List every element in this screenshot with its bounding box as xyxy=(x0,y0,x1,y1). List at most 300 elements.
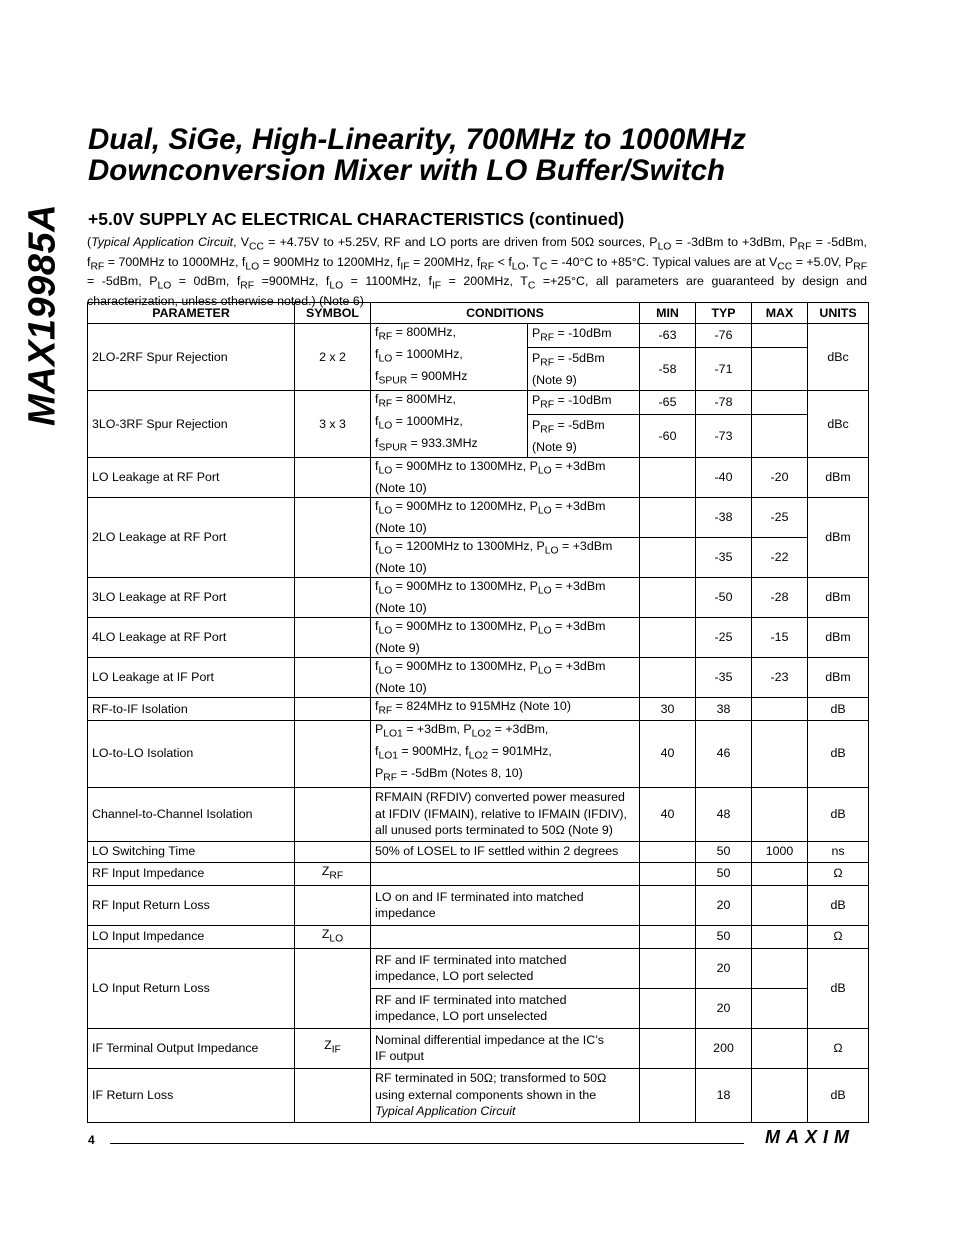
symbol-cell xyxy=(295,577,371,617)
symbol-subscript: RF xyxy=(329,870,344,882)
table-row xyxy=(88,948,869,988)
units-cell: dBm xyxy=(808,617,869,657)
intro-subscript: RF xyxy=(853,261,868,273)
units-cell: Ω xyxy=(808,1028,869,1068)
title-line-1: Dual, SiGe, High-Linearity, 700MHz to 1000MHz xyxy=(88,123,746,156)
cond-text: = +3dBm, P xyxy=(402,721,472,736)
param-cell: Channel-to-Channel Isolation xyxy=(88,787,295,841)
units-cell: dBm xyxy=(808,657,869,697)
cond-text: f xyxy=(375,413,379,428)
intro-subscript: RF xyxy=(90,261,105,273)
intro-text: = -40°C to +85°C. Typical values are at V xyxy=(547,254,778,269)
cond-subscript: LO2 xyxy=(471,728,492,740)
typ-cell: 50 xyxy=(696,925,752,948)
intro-text: = 700MHz to 1000MHz, f xyxy=(104,254,246,269)
cond-text: f xyxy=(375,459,379,474)
header-min: MIN xyxy=(640,303,696,324)
cond-text: at IFDIV (IFMAIN), relative to IFMAIN (IFDIV), xyxy=(375,806,627,821)
param-cell: 3LO Leakage at RF Port xyxy=(88,577,295,617)
max-cell: 1000 xyxy=(752,841,808,862)
sidebar-part-number-text: MAX19985A xyxy=(21,203,64,427)
conditions-cell xyxy=(371,885,640,925)
cond-text: = +3dBm xyxy=(551,579,606,594)
cond-text: = 800MHz, xyxy=(392,391,456,406)
max-cell: -22 xyxy=(752,537,808,577)
min-cell: 40 xyxy=(640,787,696,841)
symbol-cell xyxy=(295,1028,371,1068)
symbol-cell xyxy=(295,457,371,497)
max-cell xyxy=(752,697,808,720)
conditions-cell xyxy=(371,862,640,885)
max-cell: -25 xyxy=(752,497,808,537)
param-cell: 3LO-3RF Spur Rejection xyxy=(88,390,295,457)
min-cell xyxy=(640,617,696,657)
cond-text: LO on and IF terminated into matched xyxy=(375,889,584,904)
max-cell: -23 xyxy=(752,657,808,697)
symbol-text: Z xyxy=(321,926,330,941)
title-line-2: Downconversion Mixer with LO Buffer/Switch xyxy=(88,154,726,187)
units-cell: dBc xyxy=(808,324,869,391)
conditions-cell xyxy=(371,948,640,988)
cond-text: IF output xyxy=(375,1049,424,1064)
min-cell xyxy=(640,657,696,697)
typ-cell: -40 xyxy=(696,457,752,497)
intro-subscript: IF xyxy=(400,261,410,273)
maxim-logo-text: MAXIM xyxy=(765,1127,855,1147)
table-row xyxy=(88,577,869,617)
intro-text: = -5dBm, P xyxy=(87,274,158,289)
symbol-cell xyxy=(295,497,371,577)
cond-text: f xyxy=(375,325,379,339)
table-row xyxy=(88,787,869,841)
param-cell: 2LO Leakage at RF Port xyxy=(88,497,295,577)
cond-text: = +3dBm xyxy=(551,499,606,514)
cond-subscript: LO xyxy=(378,505,393,517)
symbol-cell xyxy=(295,885,371,925)
param-cell: RF Input Impedance xyxy=(88,862,295,885)
intro-text: = +4.75V to +5.25V, RF and LO ports are driven from 50Ω sources, P xyxy=(263,235,658,249)
cond-text: f xyxy=(375,391,379,406)
header-symbol: SYMBOL xyxy=(295,303,371,324)
max-cell xyxy=(752,415,808,458)
cond-text: P xyxy=(532,325,541,340)
cond-subscript: LO xyxy=(537,465,552,477)
symbol-cell xyxy=(295,948,371,1028)
cond-subscript: RF xyxy=(540,424,555,436)
intro-text: = 1100MHz, f xyxy=(343,274,432,289)
sidebar-part-number xyxy=(18,203,68,427)
cond-text: = -10dBm xyxy=(554,325,612,340)
min-cell xyxy=(640,948,696,988)
cond-text: using external components shown in the xyxy=(375,1087,597,1102)
cond-subscript: LO xyxy=(544,545,559,557)
typ-cell: 20 xyxy=(696,948,752,988)
table-row xyxy=(88,862,869,885)
cond-text: RFMAIN (RFDIV) converted power measured xyxy=(375,790,625,805)
cond-text: = 1200MHz to 1300MHz, P xyxy=(392,539,545,554)
cond-subscript: LO xyxy=(537,505,552,517)
ac-characteristics-table xyxy=(87,302,869,1123)
param-cell: LO Input Return Loss xyxy=(88,948,295,1028)
table-row xyxy=(88,617,869,657)
units-cell: dB xyxy=(808,885,869,925)
symbol-cell xyxy=(295,925,371,948)
cond-subscript: LO xyxy=(378,420,393,432)
cond-text: (Note 10) xyxy=(375,681,427,696)
param-cell: LO Leakage at RF Port xyxy=(88,457,295,497)
intro-text: = +5.0V, P xyxy=(792,254,854,269)
min-cell xyxy=(640,841,696,862)
conditions-paragraph xyxy=(87,235,867,309)
conditions-cell xyxy=(371,697,640,720)
cond-text: f xyxy=(375,346,379,361)
cond-text: = 900MHz to 1300MHz, P xyxy=(392,579,538,594)
cond-subscript: RF xyxy=(378,398,393,410)
table-row xyxy=(88,925,869,948)
cond-text: (Note 10) xyxy=(375,521,427,536)
cond-text: = +3dBm xyxy=(551,659,606,674)
conditions-cell xyxy=(371,324,528,391)
cond-text: f xyxy=(375,499,379,514)
typ-cell: 20 xyxy=(696,988,752,1028)
subcondition-cell xyxy=(528,390,640,414)
max-cell xyxy=(752,862,808,885)
intro-text: ( xyxy=(87,235,92,249)
intro-text: =+25°C, all parameters are guaranteed by design and characterization, unless otherwise noted.) (Note 6) xyxy=(87,274,867,309)
max-cell xyxy=(752,988,808,1028)
cond-text: RF and IF terminated into matched xyxy=(375,992,567,1007)
cond-text: RF terminated in 50Ω; transformed to 50Ω xyxy=(375,1071,607,1086)
typ-cell: -78 xyxy=(696,390,752,414)
subcondition-cell xyxy=(528,415,640,458)
cond-text: = +3dBm, xyxy=(491,721,549,736)
cond-text: = 900MHz to 1200MHz, P xyxy=(392,499,538,514)
cond-text: P xyxy=(375,765,384,780)
cond-subscript: LO xyxy=(378,665,393,677)
cond-subscript: LO xyxy=(378,353,393,365)
min-cell: -58 xyxy=(640,348,696,391)
header-max: MAX xyxy=(752,303,808,324)
intro-text: = -3dBm to +3dBm, P xyxy=(671,235,798,249)
cond-subscript: LO xyxy=(537,585,552,597)
table-row xyxy=(88,1028,869,1068)
cond-text: (Note 9) xyxy=(375,641,420,656)
intro-subscript: LO xyxy=(245,261,260,273)
footer-rule xyxy=(110,1143,744,1144)
typ-cell: -71 xyxy=(696,348,752,391)
symbol-cell xyxy=(295,720,371,787)
param-cell: 4LO Leakage at RF Port xyxy=(88,617,295,657)
cond-text: f xyxy=(375,743,379,758)
min-cell xyxy=(640,862,696,885)
cond-subscript: LO xyxy=(537,665,552,677)
typ-cell: -35 xyxy=(696,537,752,577)
intro-subscript: LO xyxy=(329,280,344,292)
typ-cell: -50 xyxy=(696,577,752,617)
min-cell xyxy=(640,1068,696,1122)
table-row xyxy=(88,1068,869,1122)
units-cell: dB xyxy=(808,787,869,841)
cond-text: (Note 9) xyxy=(532,372,577,387)
cond-text: impedance, LO port unselected xyxy=(375,1009,548,1024)
max-cell: -28 xyxy=(752,577,808,617)
cond-text: = 933.3MHz xyxy=(407,435,478,450)
header-conditions: CONDITIONS xyxy=(371,303,640,324)
table-row xyxy=(88,497,869,537)
conditions-cell xyxy=(371,390,528,457)
min-cell: -63 xyxy=(640,324,696,348)
typ-cell: 20 xyxy=(696,885,752,925)
cond-text: P xyxy=(375,721,384,736)
cond-subscript: LO2 xyxy=(468,750,489,762)
cond-subscript: RF xyxy=(378,331,393,343)
intro-subscript: RF xyxy=(240,280,255,292)
conditions-cell xyxy=(371,1068,640,1122)
cond-text: P xyxy=(532,392,541,407)
param-cell: LO Leakage at IF Port xyxy=(88,657,295,697)
cond-text: = +3dBm xyxy=(551,619,606,634)
units-cell: dBm xyxy=(808,577,869,617)
max-cell xyxy=(752,1028,808,1068)
param-cell: IF Terminal Output Impedance xyxy=(88,1028,295,1068)
cond-text: = +3dBm xyxy=(558,539,613,554)
intro-text: < f xyxy=(494,254,512,269)
typ-cell: 46 xyxy=(696,720,752,787)
units-cell: dBm xyxy=(808,497,869,577)
header-typ: TYP xyxy=(696,303,752,324)
min-cell xyxy=(640,988,696,1028)
cond-subscript: LO xyxy=(378,545,393,557)
cond-text: = 1000MHz, xyxy=(392,413,463,428)
conditions-cell xyxy=(371,577,640,617)
conditions-cell xyxy=(371,657,640,697)
table-row xyxy=(88,457,869,497)
cond-subscript: RF xyxy=(540,399,555,411)
table-row xyxy=(88,697,869,720)
page-number: 4 xyxy=(88,1133,95,1147)
conditions-cell xyxy=(371,925,640,948)
cond-subscript: LO xyxy=(537,625,552,637)
units-cell: dBc xyxy=(808,390,869,457)
conditions-cell xyxy=(371,720,640,787)
typ-cell: 50 xyxy=(696,841,752,862)
table-row xyxy=(88,885,869,925)
min-cell xyxy=(640,925,696,948)
typ-cell: -38 xyxy=(696,497,752,537)
intro-text: = 200MHz, T xyxy=(441,274,528,289)
cond-text: = 900MHz, f xyxy=(397,743,469,758)
cond-subscript: RF xyxy=(540,357,555,369)
cond-text: impedance, LO port selected xyxy=(375,969,534,984)
units-cell: dB xyxy=(808,720,869,787)
section-heading: +5.0V SUPPLY AC ELECTRICAL CHARACTERISTICS (continued) xyxy=(88,209,625,229)
param-cell: RF Input Return Loss xyxy=(88,885,295,925)
table-row xyxy=(88,841,869,862)
min-cell: -65 xyxy=(640,390,696,414)
cond-text: (Note 10) xyxy=(375,481,427,496)
units-cell: Ω xyxy=(808,862,869,885)
cond-subscript: LO xyxy=(378,465,393,477)
max-cell xyxy=(752,885,808,925)
intro-text: = 900MHz to 1200MHz, f xyxy=(259,254,401,269)
typ-cell: -76 xyxy=(696,324,752,348)
cond-text: f xyxy=(375,619,379,634)
cond-subscript: SPUR xyxy=(378,442,408,454)
cond-text: f xyxy=(375,698,379,713)
intro-subscript: C xyxy=(539,261,548,273)
cond-text: P xyxy=(532,417,541,432)
conditions-cell xyxy=(371,1028,640,1068)
intro-subscript: CC xyxy=(777,261,793,273)
max-cell: -20 xyxy=(752,457,808,497)
conditions-cell xyxy=(371,787,640,841)
cond-text: = -5dBm xyxy=(554,417,605,432)
conditions-cell xyxy=(371,537,640,577)
typ-cell: 48 xyxy=(696,787,752,841)
cond-text: RF and IF terminated into matched xyxy=(375,952,567,967)
subcondition-cell xyxy=(528,348,640,391)
cond-text: f xyxy=(375,368,379,383)
min-cell: 30 xyxy=(640,697,696,720)
cond-text: Nominal differential impedance at the IC’s xyxy=(375,1032,604,1047)
cond-text: f xyxy=(375,539,379,554)
cond-subscript: LO1 xyxy=(383,728,403,740)
max-cell xyxy=(752,787,808,841)
cond-text: (Note 9) xyxy=(532,439,577,454)
table-row xyxy=(88,657,869,697)
typ-cell: 200 xyxy=(696,1028,752,1068)
intro-subscript: RF xyxy=(480,261,495,273)
page-title xyxy=(88,124,888,186)
conditions-cell xyxy=(371,988,640,1028)
conditions-cell xyxy=(371,457,640,497)
min-cell xyxy=(640,1028,696,1068)
conditions-cell xyxy=(371,497,640,537)
intro-text: = 200MHz, f xyxy=(409,254,481,269)
cond-subscript: LO1 xyxy=(378,750,398,762)
units-cell: dB xyxy=(808,948,869,1028)
cond-text: = 900MHz xyxy=(407,368,468,383)
cond-subscript: LO xyxy=(378,585,393,597)
min-cell xyxy=(640,457,696,497)
units-cell: ns xyxy=(808,841,869,862)
max-cell xyxy=(752,948,808,988)
min-cell xyxy=(640,497,696,537)
symbol-cell xyxy=(295,1068,371,1122)
symbol-subscript: LO xyxy=(329,933,344,945)
cond-text: = 900MHz to 1300MHz, P xyxy=(392,459,538,474)
intro-subscript: LO xyxy=(511,261,526,273)
max-cell xyxy=(752,720,808,787)
cond-text-italic: Typical Application Circuit xyxy=(375,1104,516,1119)
intro-text: = -5dBm, f xyxy=(87,235,868,269)
param-cell: IF Return Loss xyxy=(88,1068,295,1122)
max-cell xyxy=(752,925,808,948)
max-cell xyxy=(752,390,808,414)
cond-text: f xyxy=(375,579,379,594)
cond-text: = -5dBm xyxy=(554,350,605,365)
cond-subscript: LO xyxy=(378,625,393,637)
min-cell: 40 xyxy=(640,720,696,787)
typ-cell: 18 xyxy=(696,1068,752,1122)
symbol-cell: 2 x 2 xyxy=(295,324,371,391)
typ-cell: -73 xyxy=(696,415,752,458)
cond-text: (Note 10) xyxy=(375,601,427,616)
units-cell: dBm xyxy=(808,457,869,497)
cond-subscript: SPUR xyxy=(378,375,408,387)
intro-subscript: LO xyxy=(157,280,172,292)
cond-text: (Note 10) xyxy=(375,561,427,576)
cond-text: f xyxy=(375,435,379,450)
intro-text: =900MHz, f xyxy=(254,274,330,289)
cond-text: = -10dBm xyxy=(554,392,612,407)
intro-text: , T xyxy=(525,254,540,269)
cond-text: = 900MHz to 1300MHz, P xyxy=(392,619,538,634)
typ-cell: -25 xyxy=(696,617,752,657)
min-cell: -60 xyxy=(640,415,696,458)
intro-subscript: LO xyxy=(657,241,672,253)
max-cell xyxy=(752,1068,808,1122)
min-cell xyxy=(640,537,696,577)
cond-text: f xyxy=(375,659,379,674)
symbol-cell xyxy=(295,697,371,720)
table-header-row xyxy=(88,303,869,324)
header-units: UNITS xyxy=(808,303,869,324)
intro-text-italic: Typical Application Circuit xyxy=(91,235,234,249)
param-cell: RF-to-IF Isolation xyxy=(88,697,295,720)
param-cell: LO Input Impedance xyxy=(88,925,295,948)
param-cell: LO-to-LO Isolation xyxy=(88,720,295,787)
conditions-cell: 50% of LOSEL to IF settled within 2 degrees xyxy=(371,841,640,862)
symbol-cell xyxy=(295,657,371,697)
symbol-cell xyxy=(295,787,371,841)
max-cell xyxy=(752,348,808,391)
cond-subscript: RF xyxy=(540,332,555,344)
intro-text: = 0dBm, f xyxy=(171,274,241,289)
cond-text: = -5dBm (Notes 8, 10) xyxy=(397,765,523,780)
intro-subscript: RF xyxy=(797,241,812,253)
symbol-text: Z xyxy=(324,1038,332,1053)
max-cell xyxy=(752,324,808,348)
units-cell: dB xyxy=(808,697,869,720)
cond-text: = 901MHz, xyxy=(488,743,552,758)
table-row xyxy=(88,390,869,414)
cond-text: = 1000MHz, xyxy=(392,346,463,361)
cond-subscript: RF xyxy=(383,772,398,784)
cond-text: = 824MHz to 915MHz (Note 10) xyxy=(392,698,571,713)
intro-subscript: C xyxy=(527,280,536,292)
symbol-cell xyxy=(295,862,371,885)
symbol-subscript: IF xyxy=(331,1044,341,1056)
cond-text: P xyxy=(532,350,541,365)
typ-cell: -35 xyxy=(696,657,752,697)
intro-text: , V xyxy=(233,235,250,249)
cond-text: impedance xyxy=(375,906,436,921)
cond-text: all unused ports terminated to 50Ω (Note 9) xyxy=(375,823,613,838)
maxim-logo xyxy=(756,1127,864,1147)
symbol-text: Z xyxy=(321,863,330,878)
typ-cell: 50 xyxy=(696,862,752,885)
symbol-cell xyxy=(295,617,371,657)
table-row xyxy=(88,324,869,348)
units-cell: Ω xyxy=(808,925,869,948)
table-row xyxy=(88,720,869,787)
conditions-cell xyxy=(371,617,640,657)
symbol-cell: 3 x 3 xyxy=(295,390,371,457)
symbol-cell xyxy=(295,841,371,862)
cond-subscript: RF xyxy=(378,705,393,717)
intro-subscript: CC xyxy=(249,241,264,253)
